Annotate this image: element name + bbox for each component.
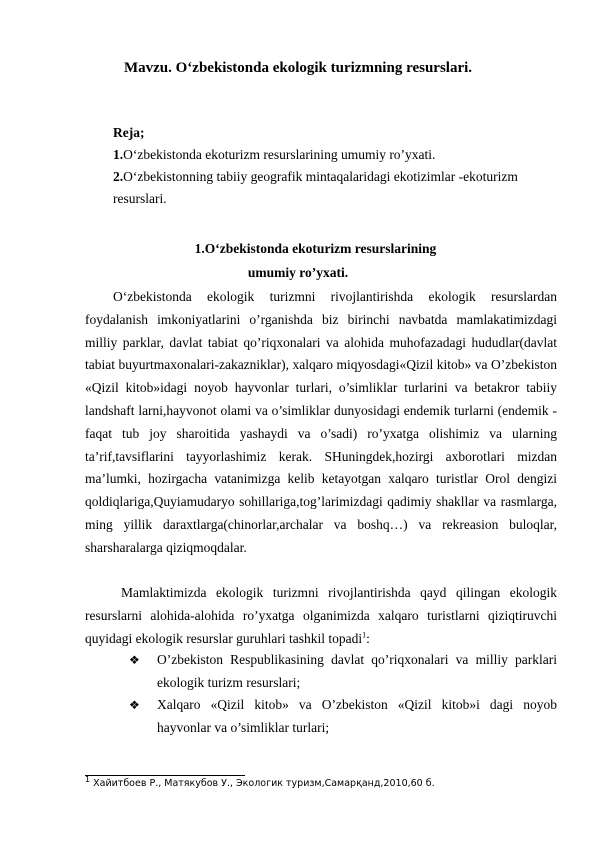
plan-item-text: O‘zbekistonda ekoturizm resurslarining umumiy ro’yxati. [123,147,436,162]
diamond-bullet-icon: ❖ [129,698,140,712]
plan-item [113,144,543,166]
section-title-line1: 1.O‘zbekistonda ekoturizm resurslarining [194,241,437,256]
plan-item-text: O‘zbekistonning tabiiy geografik mintaqalaridagi ekotizimlar -ekoturizm resurslari. [113,169,518,206]
list-item-text: Xalqaro «Qizil kitob» va O’zbekiston «Qizil kitob»i dagi noyob hayvonlar va o’simliklar turlari; [157,697,557,735]
section-title [0,237,596,285]
plan-item-number: 1. [113,147,124,162]
diamond-bullet-icon: ❖ [129,653,140,667]
plan-heading: Reja; [113,125,145,140]
paragraph-end: : [366,630,370,646]
list-item [127,649,557,694]
paragraph-text: Mamlaktimizda ekologik turizmni rivojlantirishda qayd qilingan ekologik resurslarni alohida-alohida ro’yxatga olganimizda xalqaro turistlarni qiziqtiruvchi quyidagi ekologik resurslar guruhlari tashkil topadi [85,585,557,646]
footnote-text: Хайитбоев Р., Матякубов У., Экологик туризм,Самарқанд,2010,60 б. [90,778,435,789]
list-item [127,694,557,739]
footnote [85,774,435,789]
plan-section [113,122,543,210]
footnote-reference[interactable]: 1 [362,630,367,640]
document-title: Mavzu. O‘zbekistonda ekologik turizmning resurslari. [123,60,473,76]
footnote-marker: 1 [85,774,91,784]
footnote-divider [85,775,245,776]
list-item-text: O’zbekiston Respublikasining davlat qo’riqxonalari va milliy parklari ekologik turizm resurslari; [157,652,557,690]
plan-item [113,166,543,210]
plan-item-number: 2. [113,169,124,184]
paragraph: O‘zbekistonda ekologik turizmni rivojlantirishda ekologik resurslardan foydalanish imkoniyatlarini o’rganishda biz birinchi navbatda mamlakatimizdagi milliy parklar, davlat tabiat qo’riqxonalari va alohida muhofazadagi hududlar(davlat tabiat buyurtmaxonalari-zakazniklar), xalqaro miqyosdagi«Qizil kitob» va O’zbekiston «Qizil kitob»idagi noyob hayvonlar turlari, o’simliklar turlarini va betakror tabiiy landshaft larni,hayvonot olami va o’simliklar dunyosidagi endemik turlarni (endemik -faqat tub joy sharoitida yashaydi va o’sadi) ro’yxatga olishimiz va ularning ta’rif,tavsiflarini tayyorlashimiz kerak. SHuningdek,hozirgi axborotlari mizdan ma’lumki, hozirgacha vatanimizga kelib ketayotgan xalqaro turistlar Orol dengizi qoldiqlariga,Quyiamudaryo sohillariga,tog’larimizdagi qadimiy shakllar va rasmlarga, ming yillik daraxtlarga(chinorlar,archalar va boshq…) va rekreasion buloqlar, sharsharalarga qiziqmoqdalar. [85,289,557,555]
section-title-line2: umumiy ro’yxati. [247,265,349,280]
bullet-list [127,649,557,739]
paragraph [85,582,557,650]
